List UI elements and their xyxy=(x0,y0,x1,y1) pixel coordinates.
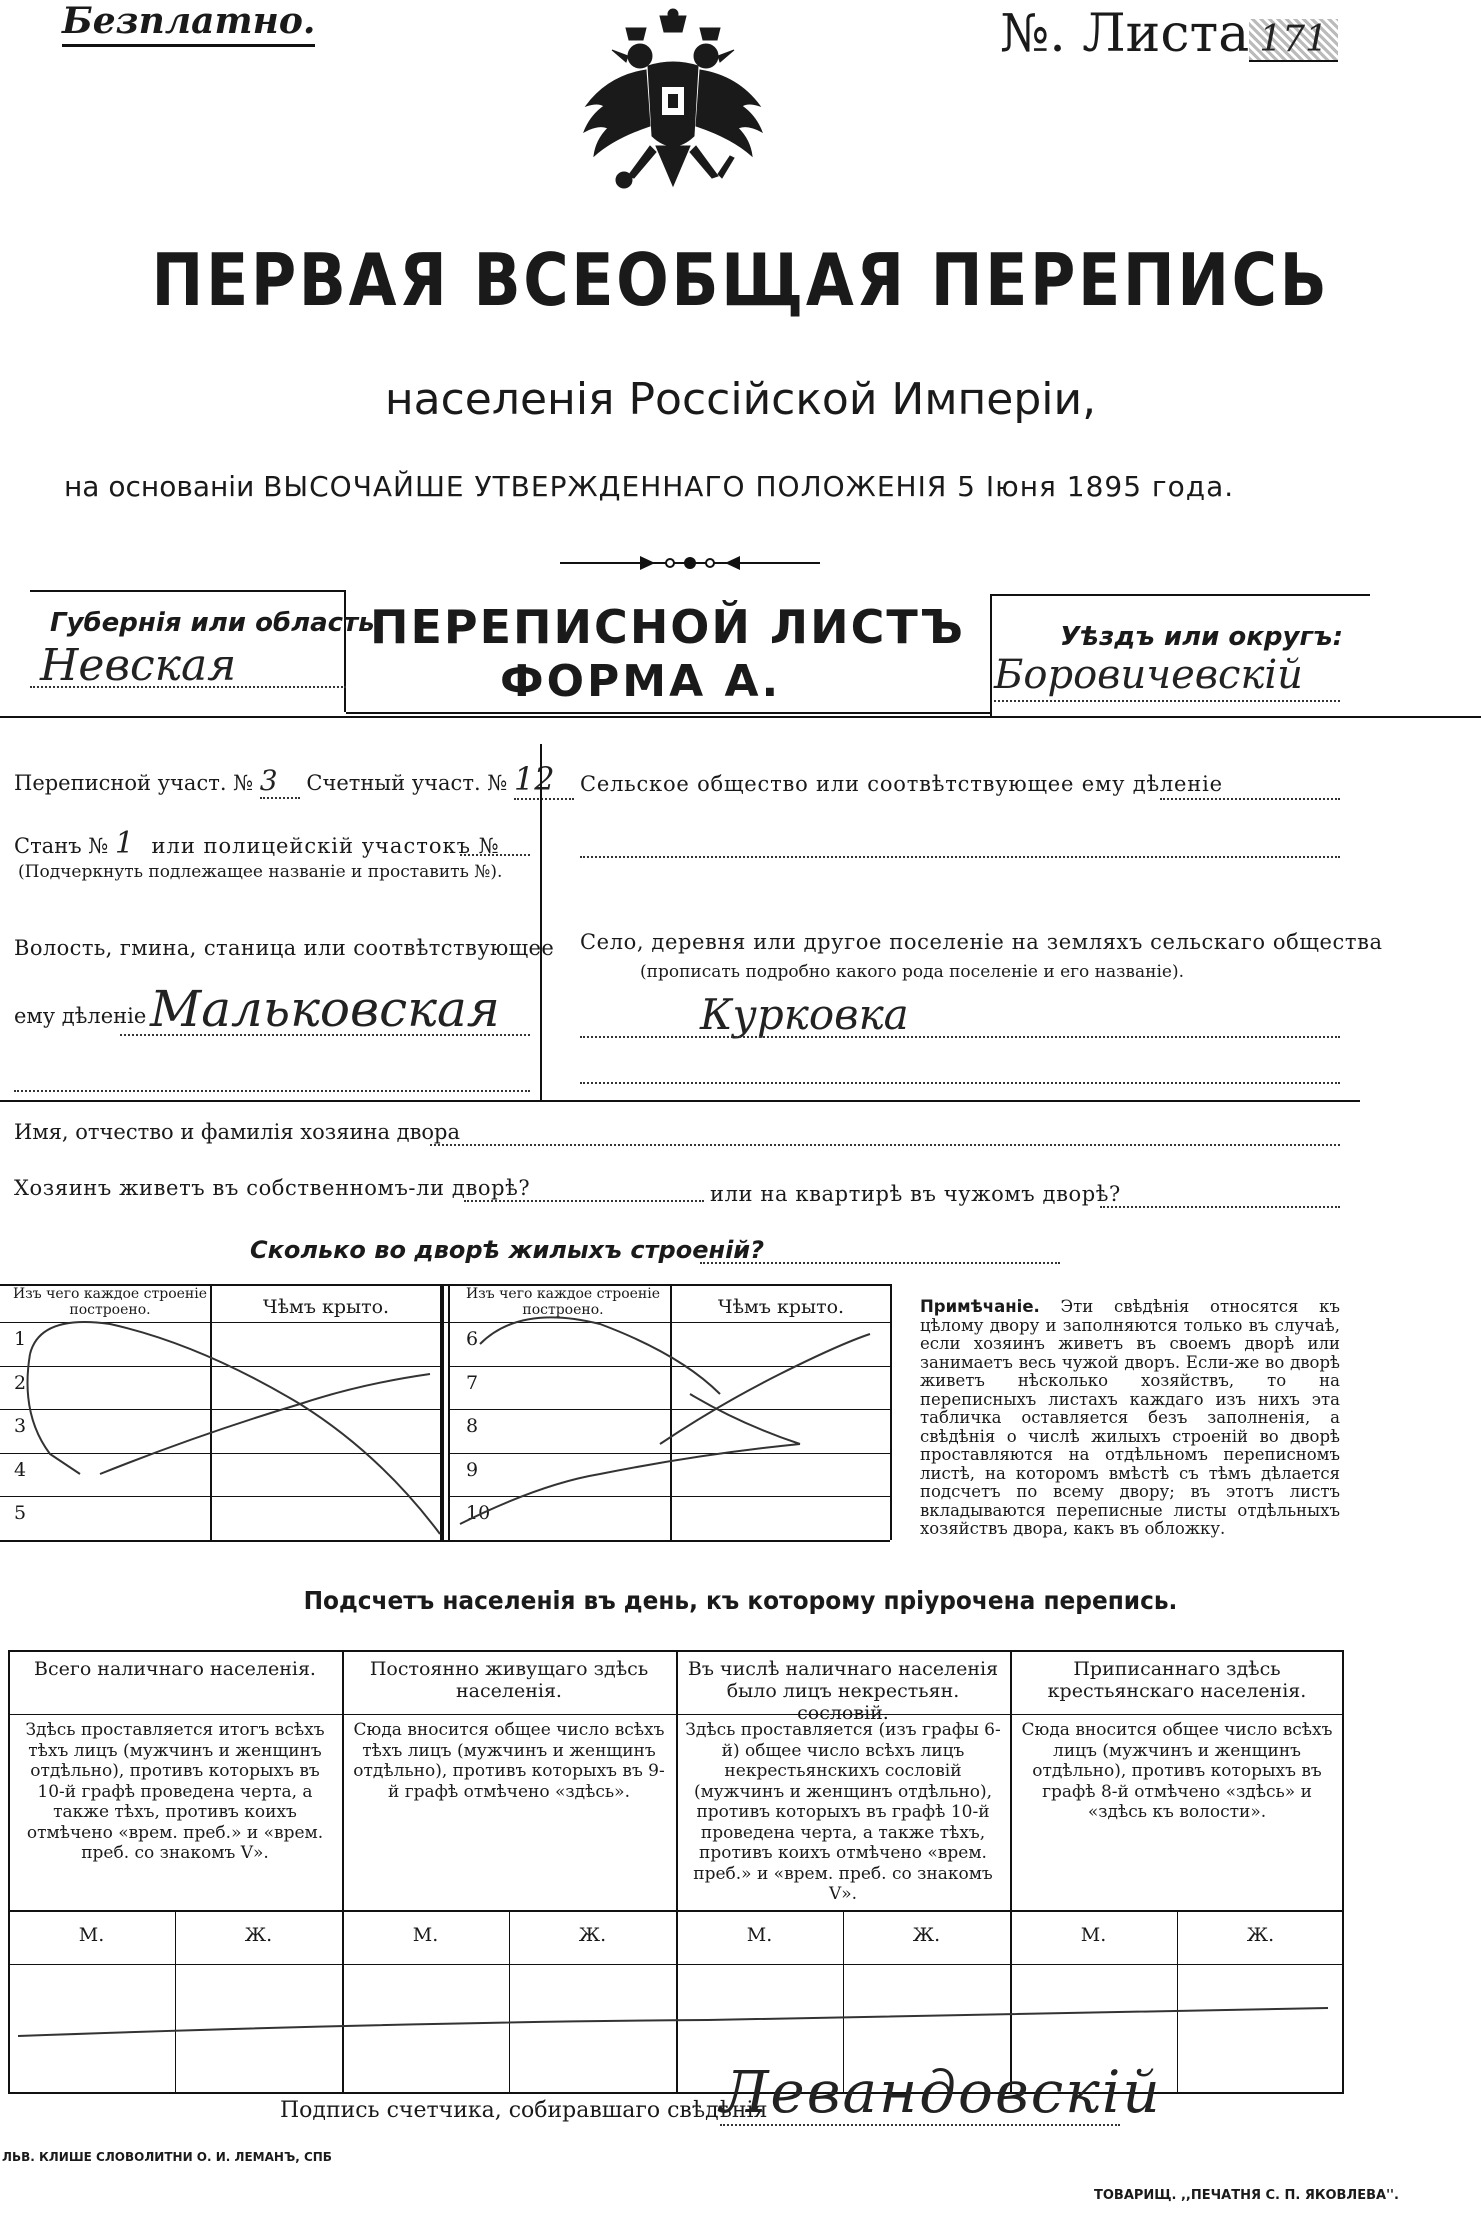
count-col-header: Въ числѣ наличнаго населенія было лицъ некрестьян. сословій. xyxy=(687,1658,999,1724)
society-label: Сельское общество или соотвѣтствующее ему дѣленіе xyxy=(580,772,1223,796)
printer-right: ТОВАРИЩ. ,,ПЕЧАТНЯ С. П. ЯКОВЛЕВА''. xyxy=(1094,2188,1399,2203)
note-title: Примѣчаніе. xyxy=(920,1297,1040,1316)
form-title: ПЕРЕПИСНОЙ ЛИСТЪ xyxy=(370,600,965,654)
note-text: Эти свѣдѣнія относятся къ цѣлому двору и заполняются только въ случаѣ, если хозяинъ живетъ въ своемъ дворѣ или занимаетъ весь чужой дворъ. Если-же во дворѣ живетъ нѣсколько хозяйствъ, то на переписныхъ листахъ каждаго изъ нихъ эта табличка оставляется безъ заполненія, а свѣдѣнія о числѣ жилыхъ строеній во дворѣ проставляются на отдѣльномъ переписномъ листѣ, на которомъ вмѣстѣ съ тѣмъ дѣлается подсчетъ по всему двору; въ этотъ листъ вкладываются переписные листы отдѣльныхъ хозяйствъ двора, какъ въ обложку. xyxy=(920,1297,1340,1538)
volost-value[interactable]: Мальковская xyxy=(150,980,500,1038)
bt-roof-header-left: Чѣмъ крыто. xyxy=(262,1296,390,1318)
signature-label: Подпись счетчика, собиравшаго свѣдѣнія xyxy=(280,2098,768,2123)
count-female-header: Ж. xyxy=(578,1924,607,1946)
count-col-desc: Здѣсь проставляется итогъ всѣхъ тѣхъ лицъ (мужчинъ и женщинъ отдѣльно), противъ которыхъ въ 10-й графѣ проведена черта, а также тѣхъ, противъ коихъ отмѣчено «врем. преб.» и «врем. преб. со знакомъ V». xyxy=(25,1720,325,1863)
lives-own-label: Хозяинъ живетъ въ собственномъ-ли дворѣ? xyxy=(14,1176,531,1200)
count-male-header: М. xyxy=(78,1924,105,1946)
count-district-label: Счетный участ. № xyxy=(306,771,508,795)
lives-own-line xyxy=(464,1200,704,1202)
printer-left: ЛЬВ. КЛИШЕ СЛОВОЛИТНИ О. И. ЛЕМАНЪ, СПБ xyxy=(2,2150,332,2164)
form-subtitle: ФОРМА А. xyxy=(500,656,782,707)
owner-name-label: Имя, отчество и фамилія хозяина двора xyxy=(14,1120,461,1144)
legal-basis-prefix: на основаніи xyxy=(64,470,255,503)
police-note: (Подчеркнуть подлежащее названіе и проставить №). xyxy=(18,862,503,882)
legal-basis-text: ВЫСОЧАЙШЕ УТВЕРЖДЕННАГО ПОЛОЖЕНІЯ 5 Іюня 1895 года. xyxy=(263,470,1235,503)
volost-label-1: Волость, гмина, станица или соотвѣтствующее xyxy=(14,936,555,960)
count-district-value[interactable]: 12 xyxy=(514,760,574,800)
ornament-divider xyxy=(560,548,820,578)
free-label: Безплатно. xyxy=(62,0,315,47)
guberniya-value[interactable]: Невская xyxy=(40,640,237,691)
bt-left-row-number: 2 xyxy=(14,1371,27,1394)
count-col-header: Постоянно живущаго здѣсь населенія. xyxy=(369,1658,649,1702)
village-line-2 xyxy=(580,1082,1340,1084)
buildings-line xyxy=(700,1262,1060,1264)
sheet-number-value: 171 xyxy=(1249,19,1338,62)
stan-row xyxy=(14,826,500,861)
bt-material-header-left: Изъ чего каждое строеніе построено. xyxy=(12,1286,208,1318)
village-label: Село, деревня или другое поселеніе на земляхъ сельскаго общества xyxy=(580,930,1383,954)
count-col-desc: Здѣсь проставляется (изъ графы 6-й) общее число всѣхъ лицъ некрестьянскихъ сословій (мужчинъ и женщинъ отдѣльно), противъ которыхъ въ графѣ 10-й проведена черта, а также тѣхъ, противъ коихъ отмѣчено «врем. преб.» и «врем. преб. со знакомъ V». xyxy=(685,1720,1001,1904)
bt-right-row-number: 9 xyxy=(466,1458,479,1481)
count-col-header: Всего наличнаго населенія. xyxy=(34,1658,316,1680)
uezd-label: Уѣздъ или округъ: xyxy=(1060,622,1343,652)
legal-basis xyxy=(64,470,1234,503)
census-subtitle: населенія Россійской Имперіи, xyxy=(384,374,1097,425)
guberniya-line xyxy=(30,686,346,688)
sheet-number-label: №. Листа xyxy=(1000,4,1250,64)
header-rule xyxy=(346,712,990,714)
count-col-desc: Сюда вносится общее число всѣхъ лицъ (мужчинъ и женщинъ отдѣльно), противъ которыхъ въ графѣ 8-й отмѣчено «здѣсь» и «здѣсь къ волости». xyxy=(1021,1720,1333,1822)
table-cross-out-marks xyxy=(0,1284,890,1540)
count-male-header: М. xyxy=(746,1924,773,1946)
volost-line-2 xyxy=(14,1090,530,1092)
count-male-header: М. xyxy=(412,1924,439,1946)
police-label: или полицейскій участокъ № xyxy=(151,834,500,858)
bt-left-row-number: 1 xyxy=(14,1328,27,1350)
top-rule xyxy=(0,716,1481,718)
stan-label: Станъ № xyxy=(14,834,109,858)
stan-value[interactable]: 1 xyxy=(114,826,134,861)
count-female-header: Ж. xyxy=(912,1924,941,1946)
buildings-label: Сколько во дворѣ жилыхъ строеній? xyxy=(250,1236,765,1264)
census-district-value[interactable]: 3 xyxy=(260,764,300,799)
bt-material-header-right: Изъ чего каждое строеніе построено. xyxy=(465,1286,661,1318)
bt-right-edge xyxy=(890,1284,892,1540)
society-line-2 xyxy=(580,856,1340,858)
bt-right-row-number: 10 xyxy=(466,1502,491,1525)
signature-value[interactable]: Левандовскій xyxy=(720,2058,1162,2126)
bt-bottom xyxy=(0,1540,890,1542)
count-col-desc: Сюда вносится общее число всѣхъ тѣхъ лицъ (мужчинъ и женщинъ отдѣльно), противъ которыхъ въ 9-й графѣ отмѣчено «здѣсь». xyxy=(353,1720,665,1802)
bt-left-row-number: 5 xyxy=(14,1502,27,1525)
police-line xyxy=(460,854,530,856)
count-col-header: Приписаннаго здѣсь крестьянскаго населенія. xyxy=(1047,1658,1307,1702)
village-note: (прописать подробно какого рода поселеніе и его названіе). xyxy=(640,962,1184,982)
count-male-header: М. xyxy=(1080,1924,1107,1946)
census-district-row xyxy=(14,760,574,800)
uezd-value[interactable]: Боровичевскій xyxy=(994,652,1303,698)
uezd-line xyxy=(994,700,1340,702)
mid-rule xyxy=(0,1100,1360,1102)
volost-line xyxy=(120,1034,530,1036)
bt-right-row-number: 8 xyxy=(466,1415,479,1438)
signature-line xyxy=(720,2124,1120,2126)
count-female-header: Ж. xyxy=(244,1924,273,1946)
lives-other-label: или на квартирѣ въ чужомъ дворѣ? xyxy=(710,1182,1121,1206)
count-section-title: Подсчетъ населенія въ день, къ которому пріурочена перепись. xyxy=(303,1586,1178,1615)
bt-right-row-number: 7 xyxy=(466,1371,479,1394)
sheet-number xyxy=(1000,4,1338,64)
volost-label-2: ему дѣленіе xyxy=(14,1004,147,1028)
column-divider xyxy=(540,744,542,1100)
imperial-eagle-emblem xyxy=(568,6,778,216)
owner-name-line xyxy=(430,1144,1340,1146)
count-female-header: Ж. xyxy=(1246,1924,1275,1946)
table-note xyxy=(920,1298,1340,1539)
bt-roof-header-right: Чѣмъ крыто. xyxy=(717,1296,845,1318)
guberniya-label: Губернія или область: xyxy=(50,608,385,638)
bt-left-row-number: 4 xyxy=(14,1458,27,1481)
village-value[interactable]: Курковка xyxy=(700,990,909,1039)
society-line-1 xyxy=(1160,798,1340,800)
bt-left-row-number: 3 xyxy=(14,1415,27,1438)
lives-other-line xyxy=(1100,1206,1340,1208)
village-line-1 xyxy=(580,1036,1340,1038)
bt-right-row-number: 6 xyxy=(466,1328,479,1350)
census-district-label: Переписной участ. № xyxy=(14,771,254,795)
census-title: ПЕРВАЯ ВСЕОБЩАЯ ПЕРЕПИСЬ xyxy=(151,238,1330,322)
